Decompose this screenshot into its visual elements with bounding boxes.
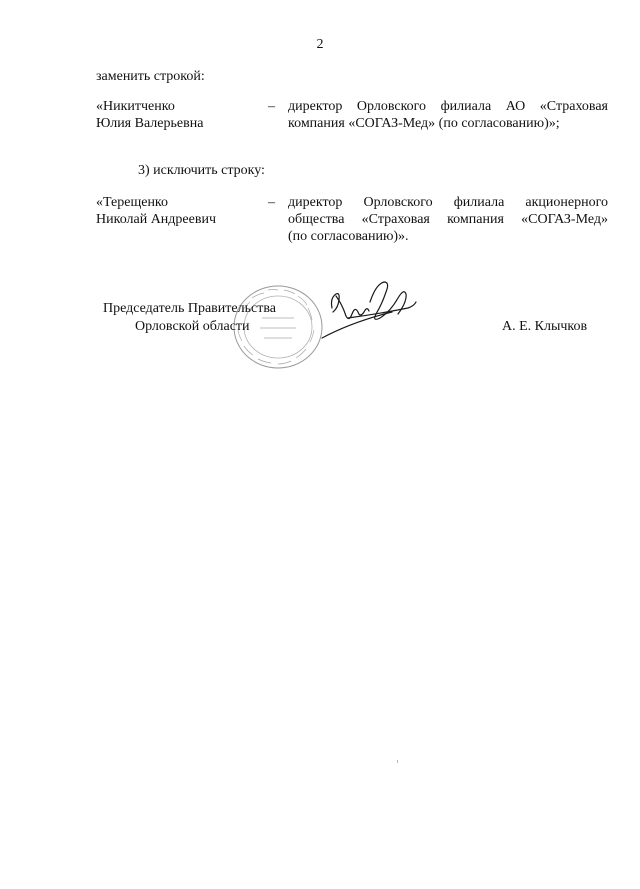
- replace-with-line-text: заменить строкой:: [96, 69, 205, 84]
- entry-removed-desc-line1: директор Орловского филиала акционерного: [288, 195, 608, 210]
- signatory-title-line2: Орловской области: [135, 319, 250, 334]
- entry-new-given-names: Юлия Валерьевна: [96, 116, 204, 131]
- entry-removed-given-names: Николай Андреевич: [96, 212, 216, 227]
- scan-speck: [397, 760, 398, 763]
- entry-new-description: [288, 98, 608, 132]
- entry-new-surname: «Никитченко: [96, 99, 175, 114]
- item-3-exclude-line: 3) исключить строку:: [138, 163, 265, 178]
- entry-removed-surname: «Терещенко: [96, 195, 169, 210]
- handwritten-signature-icon: [320, 278, 420, 340]
- signatory-name: А. Е. Клычков: [502, 319, 588, 334]
- entry-new-dash: –: [268, 99, 275, 114]
- entry-new-name: [96, 98, 266, 132]
- entry-removed-dash: –: [268, 195, 275, 210]
- entry-new-desc-line2: компания «СОГАЗ-Мед» (по согласованию)»;: [288, 116, 560, 131]
- entry-removed-description: [288, 194, 608, 245]
- entry-removed-name: [96, 194, 266, 228]
- page-number: 2: [316, 37, 324, 52]
- entry-new-desc-line1: директор Орловского филиала АО «Страховая: [288, 99, 608, 114]
- signatory-title-line1: Председатель Правительства: [103, 301, 276, 316]
- entry-removed-desc-line2: общества «Страховая компания «СОГАЗ-Мед»: [288, 212, 608, 227]
- entry-removed-desc-line3: (по согласованию)».: [288, 229, 409, 244]
